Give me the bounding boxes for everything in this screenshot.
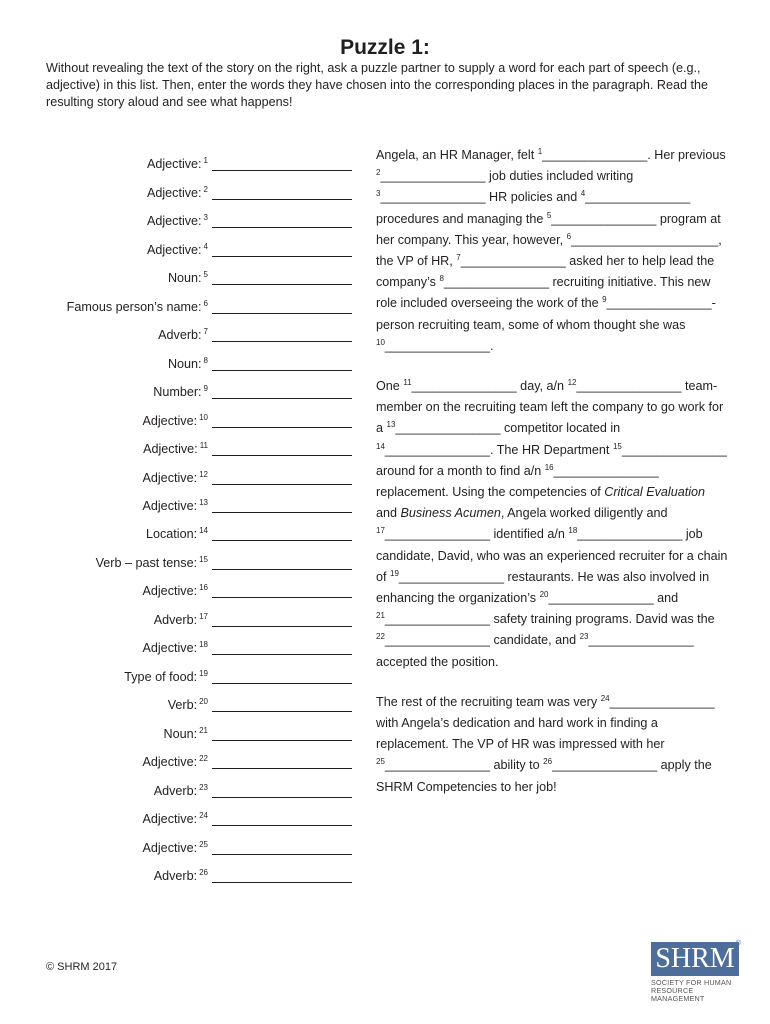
story-blank-number: 13 bbox=[386, 420, 396, 430]
word-entry-20 bbox=[40, 695, 352, 715]
story-blank-number: 5 bbox=[546, 210, 552, 220]
word-entry-15 bbox=[40, 553, 352, 573]
story-text: replacement. Using the competencies of bbox=[376, 485, 605, 500]
story-blank-line: _______________ bbox=[606, 296, 712, 311]
word-entry-blank[interactable] bbox=[212, 755, 352, 769]
story-blank-number: 26 bbox=[543, 757, 553, 767]
story-blank-23[interactable] bbox=[580, 633, 694, 647]
word-entry-number: 15 bbox=[199, 554, 208, 564]
word-entry-blank[interactable] bbox=[212, 527, 352, 541]
word-entry-blank[interactable] bbox=[212, 157, 352, 171]
word-entry-blank[interactable] bbox=[212, 186, 352, 200]
story-blank-12[interactable] bbox=[568, 379, 682, 393]
story-blank-number: 22 bbox=[376, 632, 385, 642]
story-blank-8[interactable] bbox=[439, 275, 549, 289]
word-entry-label: Noun: bbox=[163, 727, 198, 741]
story-blank-15[interactable] bbox=[613, 443, 727, 457]
story-blank-line: _______________ bbox=[380, 190, 486, 205]
word-entry-25 bbox=[40, 838, 352, 858]
word-entry-label: Noun: bbox=[167, 271, 202, 285]
story-text: . bbox=[489, 338, 494, 353]
story-text: program at her company. This year, however, bbox=[376, 211, 721, 247]
story-text: ability to bbox=[489, 758, 544, 773]
word-entry-13 bbox=[40, 496, 352, 516]
word-entry-number: 5 bbox=[203, 269, 208, 279]
story-text: job candidate, David, who was an experienced recruiter for a chain of bbox=[376, 527, 728, 584]
word-entry-label: Adverb: bbox=[153, 613, 198, 627]
word-entry-blank[interactable] bbox=[212, 357, 352, 371]
word-entry-blank[interactable] bbox=[212, 727, 352, 741]
word-entry-number: 13 bbox=[199, 497, 208, 507]
word-entry-blank[interactable] bbox=[212, 499, 352, 513]
word-entry-label: Number: bbox=[153, 385, 202, 399]
word-entry-blank[interactable] bbox=[212, 442, 352, 456]
logo-text: SHRM bbox=[655, 943, 735, 974]
story-blank-11[interactable] bbox=[403, 379, 516, 393]
word-entry-16 bbox=[40, 581, 352, 601]
story-blank-line: _______________ bbox=[552, 758, 658, 773]
story-text: The rest of the recruiting team was very bbox=[376, 694, 601, 709]
story-text: and bbox=[653, 591, 679, 606]
story-blank-1[interactable] bbox=[538, 148, 648, 162]
word-entry-label: Famous person’s name: bbox=[66, 300, 202, 314]
word-entry-3 bbox=[40, 211, 352, 231]
logo-tagline-line2: RESOURCE MANAGEMENT bbox=[651, 986, 705, 1003]
word-entry-label: Adjective: bbox=[142, 414, 198, 428]
logo-mark bbox=[651, 942, 739, 976]
story-blank-number: 16 bbox=[544, 462, 554, 472]
story-text: identified a/n bbox=[489, 527, 569, 542]
story-text: -person recruiting team, some of whom thought she was bbox=[376, 296, 716, 332]
word-entry-label: Adjective: bbox=[142, 499, 198, 513]
word-entry-7 bbox=[40, 325, 352, 345]
word-entry-blank[interactable] bbox=[212, 328, 352, 342]
logo-tagline bbox=[651, 979, 743, 1003]
word-entry-blank[interactable] bbox=[212, 300, 352, 314]
word-entry-21 bbox=[40, 724, 352, 744]
word-entry-blank[interactable] bbox=[212, 385, 352, 399]
story-blank-24[interactable] bbox=[601, 695, 715, 709]
story-blank-number: 10 bbox=[376, 337, 385, 347]
story-blank-line: _____________________ bbox=[571, 232, 719, 247]
story-blank-line: _______________ bbox=[384, 633, 490, 648]
story-text: candidate, and bbox=[489, 633, 580, 648]
word-entry-label: Adjective: bbox=[146, 243, 202, 257]
story-blank-line: _______________ bbox=[553, 463, 659, 478]
registered-mark: ® bbox=[735, 940, 741, 947]
story-blank-line: _______________ bbox=[384, 338, 490, 353]
story-blank-7[interactable] bbox=[456, 254, 566, 268]
word-entry-number: 11 bbox=[199, 440, 208, 450]
word-entry-label: Adjective: bbox=[143, 442, 198, 456]
story-blank-22[interactable] bbox=[376, 633, 490, 647]
story-text: One bbox=[376, 379, 404, 394]
word-entry-label: Adverb: bbox=[153, 869, 198, 883]
story-blank-number: 21 bbox=[376, 611, 385, 621]
story-blank-number: 8 bbox=[439, 274, 444, 284]
story-blank-26[interactable] bbox=[543, 758, 657, 772]
story-blank-line: _______________ bbox=[398, 569, 504, 584]
story-blank-number: 12 bbox=[567, 377, 577, 387]
story-blank-line: _______________ bbox=[384, 758, 490, 773]
story-text: safety training programs. David was the bbox=[489, 612, 715, 627]
story-text: team-member on the recruiting team left the company to go work for a bbox=[376, 379, 724, 436]
word-entry-label: Adjective: bbox=[146, 186, 202, 200]
word-entry-14 bbox=[40, 524, 352, 544]
word-entry-22 bbox=[40, 752, 352, 772]
word-entry-label: Adjective: bbox=[142, 841, 198, 855]
story-blank-number: 15 bbox=[612, 441, 622, 451]
story-blank-6[interactable] bbox=[567, 233, 719, 247]
story-blank-line: _______________ bbox=[380, 169, 486, 184]
story-blank-number: 23 bbox=[579, 632, 589, 642]
story-text: around for a month to find a/n bbox=[376, 463, 545, 478]
story-text: and bbox=[376, 506, 401, 521]
word-entry-9 bbox=[40, 382, 352, 402]
story-blank-line: _______________ bbox=[542, 148, 648, 162]
story-blank-line: _______________ bbox=[384, 612, 490, 627]
story-text: apply the SHRM Competencies to her job! bbox=[376, 758, 712, 794]
word-entry-23 bbox=[40, 781, 352, 801]
word-entry-blank[interactable] bbox=[212, 841, 352, 855]
story-blank-5[interactable] bbox=[547, 212, 657, 226]
word-entry-label: Location: bbox=[145, 527, 198, 541]
word-entry-label: Type of food: bbox=[124, 670, 198, 684]
word-entry-blank[interactable] bbox=[212, 271, 352, 285]
story-blank-line: _______________ bbox=[384, 442, 490, 457]
story-text: with Angela’s dedication and hard work in finding a replacement. The VP of HR was impressed with her bbox=[376, 716, 665, 752]
word-entry-blank[interactable] bbox=[212, 613, 352, 627]
word-entry-label: Noun: bbox=[167, 357, 202, 371]
word-entry-blank[interactable] bbox=[212, 414, 352, 428]
word-entry-label: Adjective: bbox=[142, 584, 198, 598]
story-blank-number: 20 bbox=[539, 589, 549, 599]
word-entry-number: 16 bbox=[199, 582, 208, 592]
story-paragraph-1 bbox=[376, 145, 728, 357]
word-entry-number: 14 bbox=[199, 525, 208, 535]
story-text: , the VP of HR, bbox=[376, 232, 722, 269]
story-paragraph-3 bbox=[376, 692, 728, 798]
word-entry-label: Verb: bbox=[167, 698, 198, 712]
word-entry-blank[interactable] bbox=[212, 471, 352, 485]
story-emphasis: Critical Evaluation bbox=[604, 485, 706, 500]
word-entry-number: 6 bbox=[203, 298, 208, 308]
story-blank-line: _______________ bbox=[384, 527, 490, 542]
story-blank-line: _______________ bbox=[395, 421, 501, 436]
word-entry-label: Adverb: bbox=[153, 784, 198, 798]
word-entry-blank[interactable] bbox=[212, 243, 352, 257]
story-blank-number: 7 bbox=[456, 252, 461, 262]
word-entry-blank[interactable] bbox=[212, 698, 352, 712]
story-blank-line: _______________ bbox=[577, 527, 683, 542]
story-text: , Angela worked diligently and bbox=[500, 506, 668, 521]
story-blank-line: _______________ bbox=[443, 275, 549, 290]
word-entry-number: 24 bbox=[199, 810, 208, 820]
story-text: day, a/n bbox=[516, 379, 568, 394]
word-entry-label: Adjective: bbox=[142, 471, 198, 485]
story-blank-17[interactable] bbox=[376, 527, 490, 541]
word-entry-label: Adjective: bbox=[142, 641, 198, 655]
story-blank-19[interactable] bbox=[390, 570, 504, 584]
copyright-footer: © SHRM 2017 bbox=[46, 961, 118, 973]
story-text: . The HR Department bbox=[489, 442, 613, 457]
word-entry-24 bbox=[40, 809, 352, 829]
story-blank-number: 17 bbox=[376, 526, 385, 536]
word-entry-4 bbox=[40, 240, 352, 260]
word-entry-number: 23 bbox=[199, 782, 208, 792]
word-entry-17 bbox=[40, 610, 352, 630]
word-entry-label: Adverb: bbox=[158, 328, 202, 342]
word-entry-blank[interactable] bbox=[212, 869, 352, 883]
word-entry-label: Adjective: bbox=[146, 214, 202, 228]
story-text: HR policies and bbox=[485, 190, 581, 205]
word-entry-blank[interactable] bbox=[212, 584, 352, 598]
word-entry-blank[interactable] bbox=[212, 784, 352, 798]
story-blank-line: _______________ bbox=[411, 379, 517, 394]
story-blank-20[interactable] bbox=[540, 591, 654, 605]
word-entry-12 bbox=[40, 468, 352, 488]
story-blank-4[interactable] bbox=[581, 190, 691, 204]
story-blank-25[interactable] bbox=[376, 758, 490, 772]
story-text: asked her to help lead the company’s bbox=[376, 254, 715, 290]
story-blank-number: 25 bbox=[376, 757, 385, 767]
story-text: recruiting initiative. This new role included overseeing the work of the bbox=[376, 275, 711, 311]
word-entry-6 bbox=[40, 297, 352, 317]
word-entry-number: 12 bbox=[199, 469, 208, 479]
story-blank-16[interactable] bbox=[545, 464, 659, 478]
story-emphasis: Business Acumen bbox=[400, 506, 501, 521]
story-blank-21[interactable] bbox=[376, 612, 490, 626]
word-entry-blank[interactable] bbox=[212, 556, 352, 570]
word-entry-number: 3 bbox=[203, 212, 208, 222]
word-entry-number: 26 bbox=[199, 867, 208, 877]
story-blank-line: _______________ bbox=[609, 694, 715, 709]
word-entry-5 bbox=[40, 268, 352, 288]
story-text: Angela, an HR Manager, felt bbox=[376, 148, 538, 162]
word-entry-label: Adjective: bbox=[142, 755, 198, 769]
story-blank-number: 24 bbox=[600, 693, 610, 703]
word-entry-blank[interactable] bbox=[212, 812, 352, 826]
story-text: procedures and managing the bbox=[376, 211, 547, 226]
word-entry-19 bbox=[40, 667, 352, 687]
story-blank-14[interactable] bbox=[376, 443, 490, 457]
word-entry-number: 22 bbox=[199, 753, 208, 763]
word-entry-blank[interactable] bbox=[212, 641, 352, 655]
story-text: job duties included writing bbox=[485, 169, 634, 184]
word-entry-10 bbox=[40, 411, 352, 431]
story-blank-number: 2 bbox=[376, 168, 381, 178]
story-blank-number: 18 bbox=[568, 526, 578, 536]
story bbox=[376, 145, 728, 817]
word-entry-number: 18 bbox=[199, 639, 208, 649]
story-blank-line: _______________ bbox=[588, 633, 694, 648]
word-entry-number: 9 bbox=[203, 383, 208, 393]
word-entry-number: 1 bbox=[203, 155, 208, 165]
word-entry-number: 7 bbox=[203, 326, 208, 336]
story-blank-number: 19 bbox=[390, 568, 399, 578]
page-title: Puzzle 1: bbox=[340, 36, 430, 59]
story-blank-9[interactable] bbox=[602, 296, 712, 310]
shrm-logo bbox=[651, 940, 743, 1003]
instructions: Without revealing the text of the story on the right, ask a puzzle partner to supply a word for each part of speech (e.g., adjective) in this list. Then, enter the words they have chosen into the corresponding places in the paragraph. Read the resulting story aloud and see what happens! bbox=[46, 61, 709, 109]
story-blank-number: 3 bbox=[376, 189, 381, 199]
story-blank-line: _______________ bbox=[621, 442, 727, 457]
story-blank-number: 11 bbox=[403, 377, 412, 387]
word-entry-number: 2 bbox=[203, 184, 208, 194]
word-entry-number: 21 bbox=[199, 725, 208, 735]
story-text: . Her previous bbox=[647, 148, 726, 162]
logo-tagline-line1: SOCIETY FOR HUMAN bbox=[651, 978, 732, 987]
story-text: accepted the position. bbox=[376, 654, 499, 669]
word-entry-1 bbox=[40, 154, 352, 174]
word-entry-number: 4 bbox=[203, 241, 208, 251]
story-paragraph-2 bbox=[376, 376, 728, 673]
story-blank-line: _______________ bbox=[460, 254, 566, 269]
story-text: competitor located in bbox=[500, 421, 621, 436]
word-entry-label: Verb – past tense: bbox=[95, 556, 198, 570]
story-blank-line: _______________ bbox=[585, 190, 691, 205]
story-blank-number: 4 bbox=[580, 189, 586, 199]
story-blank-13[interactable] bbox=[387, 421, 501, 435]
word-entry-label: Adjective: bbox=[142, 812, 198, 826]
story-blank-number: 9 bbox=[602, 295, 607, 305]
word-entry-number: 20 bbox=[199, 696, 208, 706]
story-blank-3[interactable] bbox=[376, 190, 486, 204]
word-entry-number: 25 bbox=[199, 839, 208, 849]
story-blank-number: 14 bbox=[376, 441, 385, 451]
word-entry-26 bbox=[40, 866, 352, 886]
word-entry-label: Adjective: bbox=[146, 157, 202, 171]
word-entry-2 bbox=[40, 183, 352, 203]
story-blank-2[interactable] bbox=[376, 169, 486, 183]
story-blank-18[interactable] bbox=[568, 527, 682, 541]
story-blank-number: 6 bbox=[566, 231, 572, 241]
word-entry-number: 10 bbox=[199, 412, 208, 422]
word-entry-number: 19 bbox=[199, 668, 208, 678]
word-entry-8 bbox=[40, 354, 352, 374]
story-blank-number: 1 bbox=[537, 146, 543, 156]
word-entry-blank[interactable] bbox=[212, 214, 352, 228]
word-entry-18 bbox=[40, 638, 352, 658]
story-blank-line: _______________ bbox=[548, 591, 654, 606]
word-entry-blank[interactable] bbox=[212, 670, 352, 684]
word-entry-11 bbox=[40, 439, 352, 459]
story-text: restaurants. He was also involved in enhancing the organization’s bbox=[376, 569, 710, 606]
word-entry-number: 8 bbox=[203, 355, 208, 365]
story-blank-10[interactable] bbox=[376, 339, 490, 353]
word-entry-number: 17 bbox=[199, 611, 208, 621]
story-blank-line: _______________ bbox=[576, 379, 682, 394]
story-blank-line: _______________ bbox=[551, 211, 657, 226]
